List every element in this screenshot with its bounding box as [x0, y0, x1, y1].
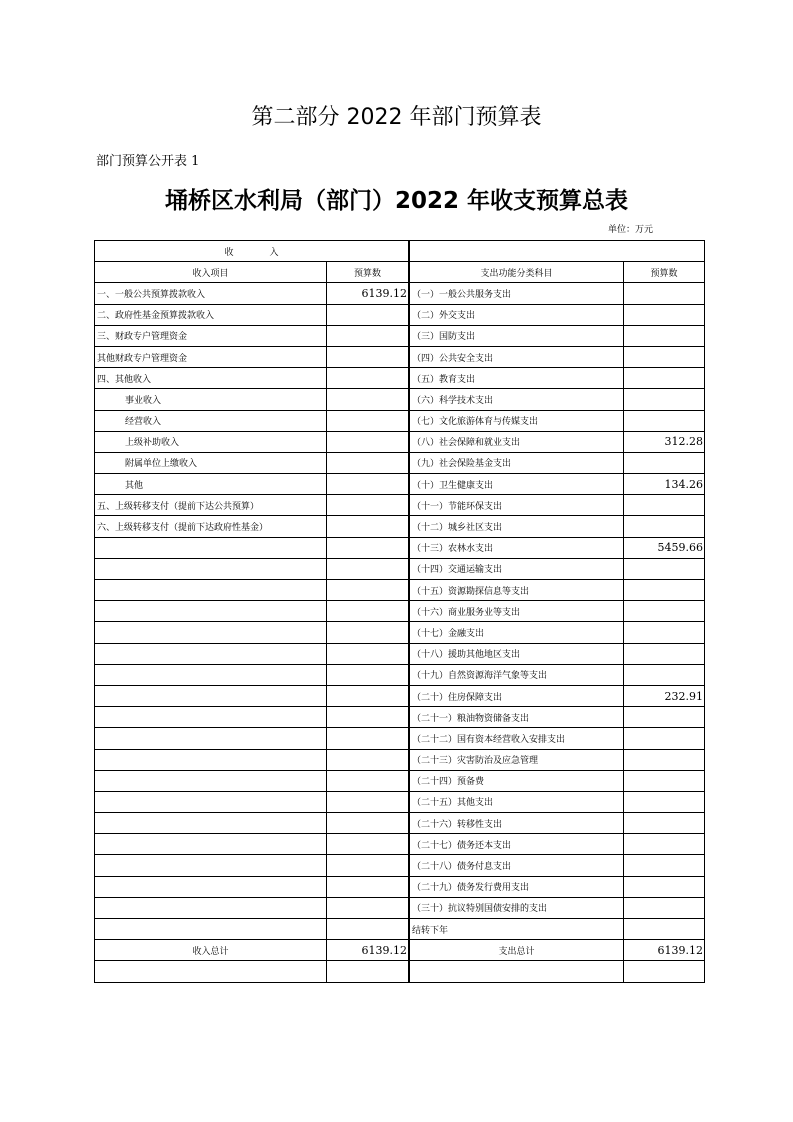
- table-row: [95, 537, 705, 558]
- income-amount: [327, 770, 409, 791]
- income-amount: [327, 431, 409, 452]
- expense-item: （二）外交支出: [410, 304, 624, 325]
- expense-amount: [624, 834, 705, 855]
- table-row: [95, 622, 705, 643]
- expense-item: （二十七）债务还本支出: [410, 834, 624, 855]
- expense-item: （二十四）预备费: [410, 770, 624, 791]
- expense-item: （二十）住房保障支出: [410, 685, 624, 706]
- expense-amount: [624, 919, 705, 940]
- table-number: 部门预算公开表 1: [96, 154, 200, 169]
- expense-amount: [624, 495, 705, 516]
- income-amount: [327, 474, 409, 495]
- expense-item: （十）卫生健康支出: [410, 474, 624, 495]
- expense-amount: [624, 749, 705, 770]
- part-title: 第二部分 2022 年部门预算表: [251, 105, 542, 130]
- income-item: [95, 834, 327, 855]
- income-amount: [327, 834, 409, 855]
- income-amount: 6139.12: [327, 283, 409, 304]
- expense-item: （二十八）债务付息支出: [410, 855, 624, 876]
- expense-amount: [624, 601, 705, 622]
- expense-item: （九）社会保险基金支出: [410, 452, 624, 473]
- table-row: [95, 770, 705, 791]
- group-header-row: [95, 241, 705, 262]
- unit-label: 单位：万元: [608, 225, 654, 235]
- expense-amount: [624, 897, 705, 918]
- table-row: [95, 601, 705, 622]
- expense-item: （二十五）其他支出: [410, 791, 624, 812]
- income-item: [95, 601, 327, 622]
- income-amount: [327, 919, 409, 940]
- income-item: 其他财政专户管理资金: [95, 346, 327, 367]
- expense-group-header: [410, 241, 705, 262]
- income-amount: [327, 368, 409, 389]
- total-expense-label: 支出总计: [410, 940, 624, 961]
- table-row: [95, 495, 705, 516]
- table-row: [95, 749, 705, 770]
- blank-row: [95, 961, 705, 982]
- income-item: 上级补助收入: [95, 431, 327, 452]
- table-row: [95, 558, 705, 579]
- income-amount: [327, 346, 409, 367]
- expense-amount: [624, 622, 705, 643]
- table-row: [95, 919, 705, 940]
- table-row: [95, 283, 705, 304]
- table-row: [95, 897, 705, 918]
- expense-amount: [624, 389, 705, 410]
- table-row: [95, 516, 705, 537]
- expense-item: （五）教育支出: [410, 368, 624, 389]
- blank-cell: [327, 961, 409, 982]
- income-item: [95, 580, 327, 601]
- expense-amount: [624, 580, 705, 601]
- expense-amount: [624, 770, 705, 791]
- expense-amount: [624, 664, 705, 685]
- income-item: 五、上级转移支付（提前下达公共预算）: [95, 495, 327, 516]
- expense-item: （四）公共安全支出: [410, 346, 624, 367]
- expense-item: （十四）交通运输支出: [410, 558, 624, 579]
- expense-item: 结转下年: [410, 919, 624, 940]
- income-amount: [327, 601, 409, 622]
- expense-item: （二十二）国有资本经营收入安排支出: [410, 728, 624, 749]
- expense-amount: [624, 643, 705, 664]
- income-item: [95, 622, 327, 643]
- income-item: 四、其他收入: [95, 368, 327, 389]
- table-row: [95, 707, 705, 728]
- expense-amount: 134.26: [624, 474, 705, 495]
- blank-cell: [95, 961, 327, 982]
- expense-item: （二十一）粮油物资储备支出: [410, 707, 624, 728]
- total-income-label: 收入总计: [95, 940, 327, 961]
- income-amount: [327, 749, 409, 770]
- income-amount: [327, 537, 409, 558]
- income-amount: [327, 791, 409, 812]
- expense-amount: [624, 791, 705, 812]
- expense-amount: [624, 325, 705, 346]
- expense-item: （十八）援助其他地区支出: [410, 643, 624, 664]
- table-row: [95, 431, 705, 452]
- income-item: [95, 685, 327, 706]
- expense-item: （二十九）债务发行费用支出: [410, 876, 624, 897]
- table-row: [95, 389, 705, 410]
- income-amount: [327, 855, 409, 876]
- expense-amount: [624, 368, 705, 389]
- page-title: 埇桥区水利局（部门）2022 年收支预算总表: [164, 188, 629, 214]
- table-row: [95, 855, 705, 876]
- income-amount: [327, 643, 409, 664]
- blank-cell: [624, 961, 705, 982]
- table-row: [95, 410, 705, 431]
- table-row: [95, 474, 705, 495]
- expense-amount: [624, 813, 705, 834]
- expense-item: （二十三）灾害防治及应急管理: [410, 749, 624, 770]
- income-item: 六、上级转移支付（提前下达政府性基金）: [95, 516, 327, 537]
- income-item: 一、一般公共预算拨款收入: [95, 283, 327, 304]
- expense-item: （十七）金融支出: [410, 622, 624, 643]
- expense-item: （一）一般公共服务支出: [410, 283, 624, 304]
- col-expense-amount: 预算数: [624, 262, 705, 283]
- income-item: 其他: [95, 474, 327, 495]
- income-item: [95, 728, 327, 749]
- total-row: [95, 940, 705, 961]
- expense-item: （二十六）转移性支出: [410, 813, 624, 834]
- table-row: [95, 664, 705, 685]
- expense-amount: [624, 283, 705, 304]
- table-row: [95, 580, 705, 601]
- expense-item: （三）国防支出: [410, 325, 624, 346]
- income-item: [95, 855, 327, 876]
- table-row: [95, 452, 705, 473]
- expense-amount: 312.28: [624, 431, 705, 452]
- income-item: 附属单位上缴收入: [95, 452, 327, 473]
- income-item: [95, 813, 327, 834]
- income-item: [95, 537, 327, 558]
- expense-item: （十三）农林水支出: [410, 537, 624, 558]
- expense-item: （六）科学技术支出: [410, 389, 624, 410]
- expense-item: （八）社会保障和就业支出: [410, 431, 624, 452]
- income-group-header: 收 入: [95, 241, 409, 262]
- expense-item: （十二）城乡社区支出: [410, 516, 624, 537]
- expense-item: （十六）商业服务业等支出: [410, 601, 624, 622]
- income-item: [95, 897, 327, 918]
- income-amount: [327, 622, 409, 643]
- expense-amount: [624, 304, 705, 325]
- table-row: [95, 791, 705, 812]
- expense-item: （十一）节能环保支出: [410, 495, 624, 516]
- expense-item: （十九）自然资源海洋气象等支出: [410, 664, 624, 685]
- table-row: [95, 685, 705, 706]
- expense-amount: [624, 516, 705, 537]
- expense-amount: 232.91: [624, 685, 705, 706]
- income-amount: [327, 580, 409, 601]
- income-amount: [327, 685, 409, 706]
- table-row: [95, 325, 705, 346]
- income-item: [95, 558, 327, 579]
- total-expense-amount: 6139.12: [624, 940, 705, 961]
- expense-amount: 5459.66: [624, 537, 705, 558]
- col-income-amount: 预算数: [327, 262, 409, 283]
- table-row: [95, 834, 705, 855]
- column-header-row: [95, 262, 705, 283]
- table-row: [95, 643, 705, 664]
- col-income-item: 收入项目: [95, 262, 327, 283]
- income-item: [95, 749, 327, 770]
- income-item: [95, 791, 327, 812]
- income-amount: [327, 304, 409, 325]
- income-amount: [327, 495, 409, 516]
- income-amount: [327, 728, 409, 749]
- total-income-amount: 6139.12: [327, 940, 409, 961]
- expense-amount: [624, 728, 705, 749]
- income-amount: [327, 813, 409, 834]
- table-row: [95, 876, 705, 897]
- table-row: [95, 304, 705, 325]
- table-row: [95, 813, 705, 834]
- income-item: [95, 707, 327, 728]
- income-amount: [327, 410, 409, 431]
- income-item: [95, 876, 327, 897]
- income-amount: [327, 516, 409, 537]
- expense-item: （三十）抗议特别国债安排的支出: [410, 897, 624, 918]
- expense-amount: [624, 346, 705, 367]
- income-item: [95, 770, 327, 791]
- income-item: [95, 664, 327, 685]
- expense-amount: [624, 707, 705, 728]
- expense-amount: [624, 410, 705, 431]
- expense-amount: [624, 558, 705, 579]
- income-amount: [327, 325, 409, 346]
- income-item: [95, 919, 327, 940]
- income-amount: [327, 707, 409, 728]
- col-expense-item: 支出功能分类科目: [410, 262, 624, 283]
- income-amount: [327, 897, 409, 918]
- table-row: [95, 346, 705, 367]
- income-amount: [327, 452, 409, 473]
- income-item: [95, 643, 327, 664]
- income-amount: [327, 389, 409, 410]
- income-amount: [327, 664, 409, 685]
- income-item: 二、政府性基金预算拨款收入: [95, 304, 327, 325]
- expense-amount: [624, 452, 705, 473]
- blank-cell: [410, 961, 624, 982]
- income-item: 事业收入: [95, 389, 327, 410]
- expense-item: （七）文化旅游体育与传媒支出: [410, 410, 624, 431]
- expense-amount: [624, 855, 705, 876]
- expense-item: （十五）资源勘探信息等支出: [410, 580, 624, 601]
- table-row: [95, 368, 705, 389]
- income-amount: [327, 876, 409, 897]
- table-row: [95, 728, 705, 749]
- expense-amount: [624, 876, 705, 897]
- budget-table: [94, 240, 705, 983]
- income-item: 经营收入: [95, 410, 327, 431]
- income-item: 三、财政专户管理资金: [95, 325, 327, 346]
- income-amount: [327, 558, 409, 579]
